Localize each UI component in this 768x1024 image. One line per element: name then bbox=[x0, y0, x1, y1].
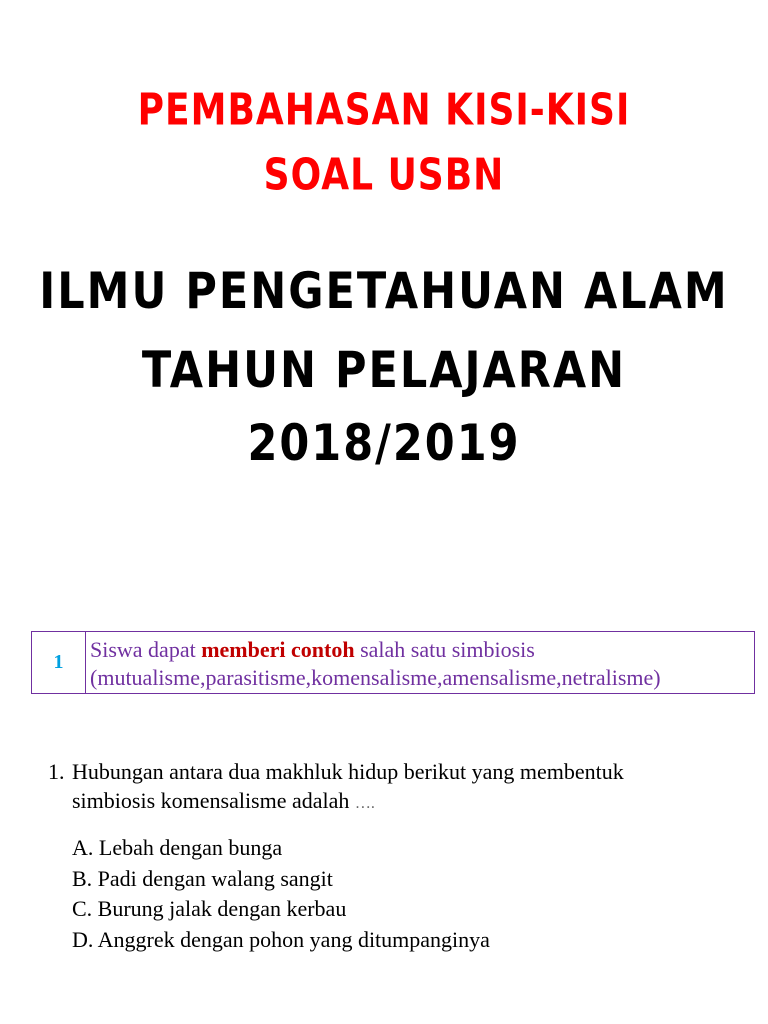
question-number: 1. bbox=[48, 759, 65, 784]
question-line-2-text: simbiosis komensalisme adalah bbox=[72, 788, 355, 813]
question-line-1: Hubungan antara dua makhluk hidup berikut yang membentuk bbox=[72, 759, 624, 784]
year-value: 2018/2019 bbox=[247, 415, 521, 473]
indicator-box bbox=[31, 631, 755, 694]
question-block bbox=[48, 757, 748, 818]
indicator-line-2: (mutualisme,parasitisme,komensalisme,amensalisme,netralisme) bbox=[90, 665, 661, 690]
indicator-text-after: salah satu simbiosis bbox=[354, 637, 535, 662]
question-text bbox=[72, 757, 748, 818]
option-c: C. Burung jalak dengan kerbau bbox=[72, 896, 347, 921]
heading-line-2: SOAL USBN bbox=[263, 150, 505, 201]
option-a: A. Lebah dengan bunga bbox=[72, 835, 283, 860]
option-b: B. Padi dengan walang sangit bbox=[72, 865, 333, 891]
indicator-text bbox=[86, 632, 754, 693]
subject-title: ILMU PENGETAHUAN ALAM bbox=[39, 263, 729, 321]
indicator-text-bold: memberi contoh bbox=[201, 637, 355, 662]
option-d: D. Anggrek dengan pohon yang ditumpanginya bbox=[72, 926, 490, 952]
indicator-number: 1 bbox=[32, 632, 86, 693]
question-line-2 bbox=[72, 786, 748, 818]
heading-line-1: PEMBAHASAN KISI-KISI bbox=[137, 85, 631, 136]
indicator-text-before: Siswa dapat bbox=[90, 637, 202, 662]
indicator-line-1 bbox=[90, 636, 754, 664]
answer-options bbox=[72, 833, 490, 955]
year-label: TAHUN PELAJARAN bbox=[141, 342, 627, 400]
question-dots: …. bbox=[354, 795, 375, 812]
